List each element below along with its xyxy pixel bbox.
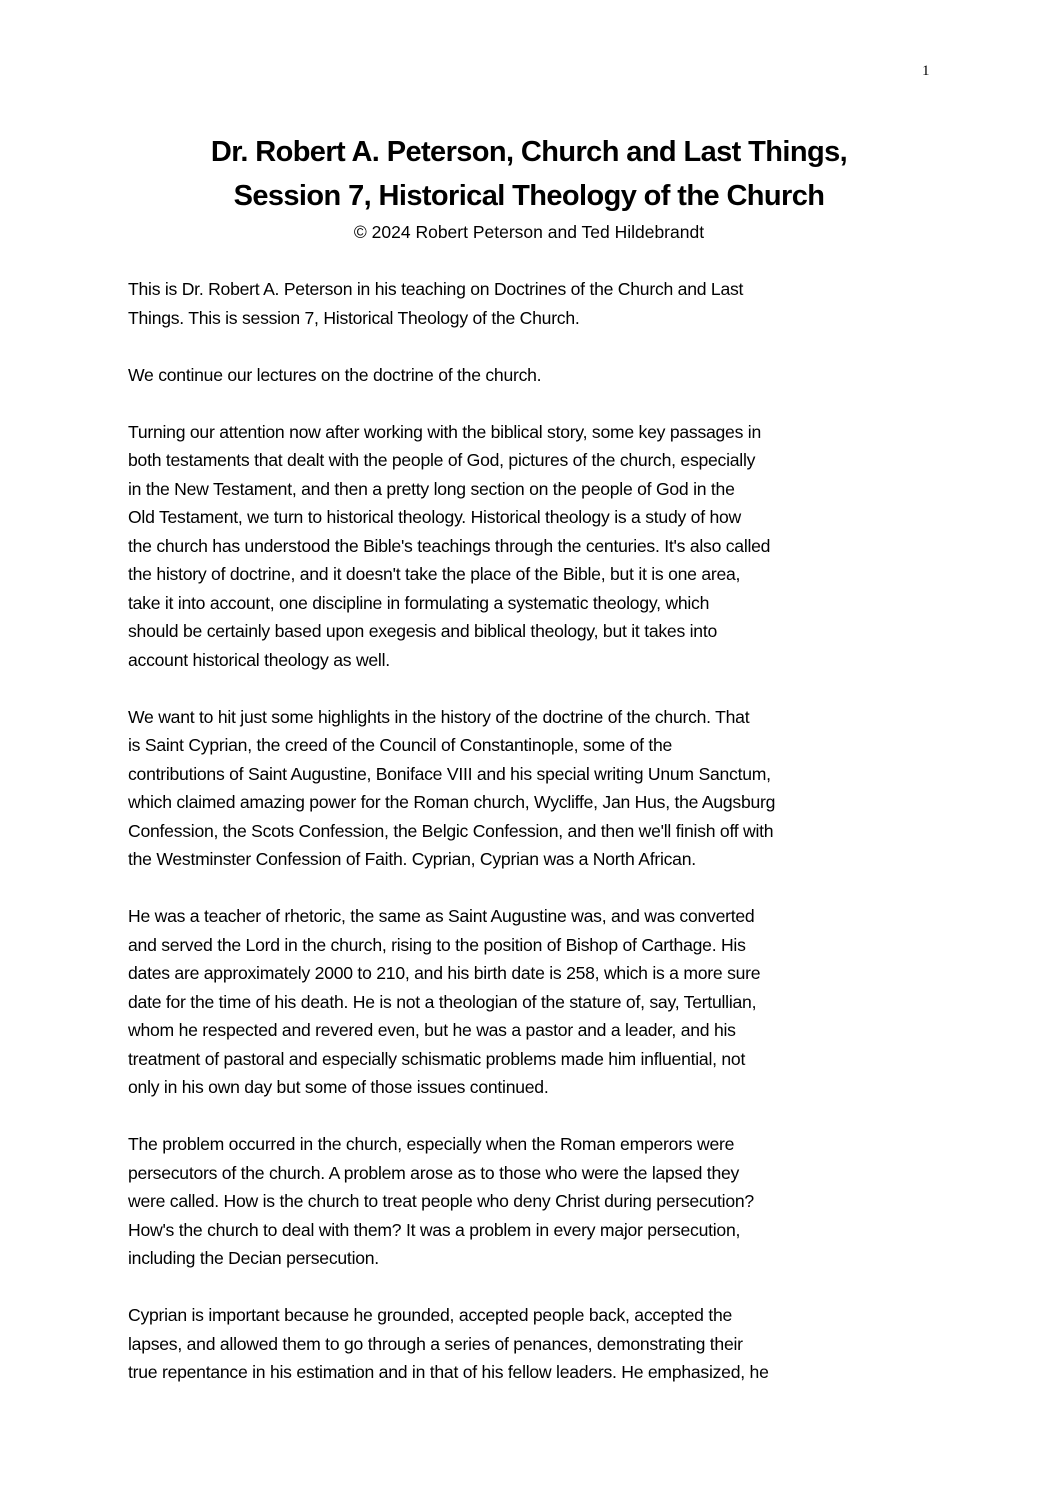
text-line: treatment of pastoral and especially schismatic problems made him influential, not	[128, 1048, 746, 1069]
document-body	[128, 275, 948, 1415]
text-line: How's the church to deal with them? It was a problem in every major persecution,	[128, 1219, 741, 1240]
text-line: This is Dr. Robert A. Peterson in his teaching on Doctrines of the Church and Last	[128, 279, 744, 299]
document-title	[0, 130, 1058, 218]
text-line: account historical theology as well.	[128, 649, 390, 670]
text-line: Things. This is session 7, Historical Theology of the Church.	[128, 307, 580, 328]
copyright-notice: © 2024 Robert Peterson and Ted Hildebrandt	[353, 222, 705, 242]
text-line: and served the Lord in the church, rising to the position of Bishop of Carthage. His	[128, 934, 746, 955]
page-number: 1	[922, 63, 930, 79]
text-line: only in his own day but some of those issues continued.	[128, 1077, 549, 1097]
text-line: The problem occurred in the church, especially when the Roman emperors were	[128, 1134, 735, 1154]
text-line: Confession, the Scots Confession, the Belgic Confession, and then we'll finish off with	[128, 820, 774, 841]
title-line-1: Dr. Robert A. Peterson, Church and Last Things,	[210, 136, 848, 168]
paragraph	[128, 902, 948, 1102]
text-line: Old Testament, we turn to historical theology. Historical theology is a study of how	[128, 507, 742, 527]
text-line: Turning our attention now after working with the biblical story, some key passages in	[128, 421, 761, 442]
text-line: take it into account, one discipline in formulating a systematic theology, which	[128, 592, 710, 613]
text-line: should be certainly based upon exegesis and biblical theology, but it takes into	[128, 621, 718, 641]
text-line: date for the time of his death. He is not a theologian of the stature of, say, Tertullian,	[128, 991, 757, 1012]
paragraph	[128, 1130, 948, 1273]
text-line: including the Decian persecution.	[128, 1248, 379, 1268]
paragraph	[128, 1301, 948, 1387]
text-line: lapses, and allowed them to go through a series of penances, demonstrating their	[128, 1333, 743, 1354]
text-line: Cyprian is important because he grounded, accepted people back, accepted the	[128, 1305, 733, 1325]
text-line: the history of doctrine, and it doesn't take the place of the Bible, but it is one area,	[128, 564, 741, 584]
text-line: We want to hit just some highlights in the history of the doctrine of the church. That	[128, 706, 750, 727]
title-line-2: Session 7, Historical Theology of the Church	[233, 180, 825, 212]
text-line: the church has understood the Bible's teachings through the centuries. It's also called	[128, 535, 771, 556]
paragraph	[128, 275, 948, 332]
text-line: both testaments that dealt with the people of God, pictures of the church, especially	[128, 450, 756, 470]
text-line: is Saint Cyprian, the creed of the Council of Constantinople, some of the	[128, 735, 673, 755]
text-line: which claimed amazing power for the Roman church, Wycliffe, Jan Hus, the Augsburg	[128, 792, 776, 812]
text-line: were called. How is the church to treat people who deny Christ during persecution?	[128, 1191, 754, 1211]
text-line: true repentance in his estimation and in that of his fellow leaders. He emphasized, he	[128, 1362, 769, 1382]
text-line: dates are approximately 2000 to 210, and his birth date is 258, which is a more sure	[128, 963, 761, 983]
text-line: in the New Testament, and then a pretty long section on the people of God in the	[128, 478, 735, 499]
text-line: whom he respected and revered even, but he was a pastor and a leader, and his	[128, 1020, 736, 1040]
paragraph	[128, 418, 948, 675]
text-line: the Westminster Confession of Faith. Cyprian, Cyprian was a North African.	[128, 849, 696, 869]
text-line: We continue our lectures on the doctrine of the church.	[128, 364, 542, 385]
text-line: persecutors of the church. A problem arose as to those who were the lapsed they	[128, 1162, 740, 1183]
text-line: contributions of Saint Augustine, Boniface VIII and his special writing Unum Sanctum,	[128, 763, 771, 784]
paragraph	[128, 703, 948, 874]
text-line: He was a teacher of rhetoric, the same as Saint Augustine was, and was converted	[128, 906, 755, 926]
paragraph	[128, 361, 948, 390]
